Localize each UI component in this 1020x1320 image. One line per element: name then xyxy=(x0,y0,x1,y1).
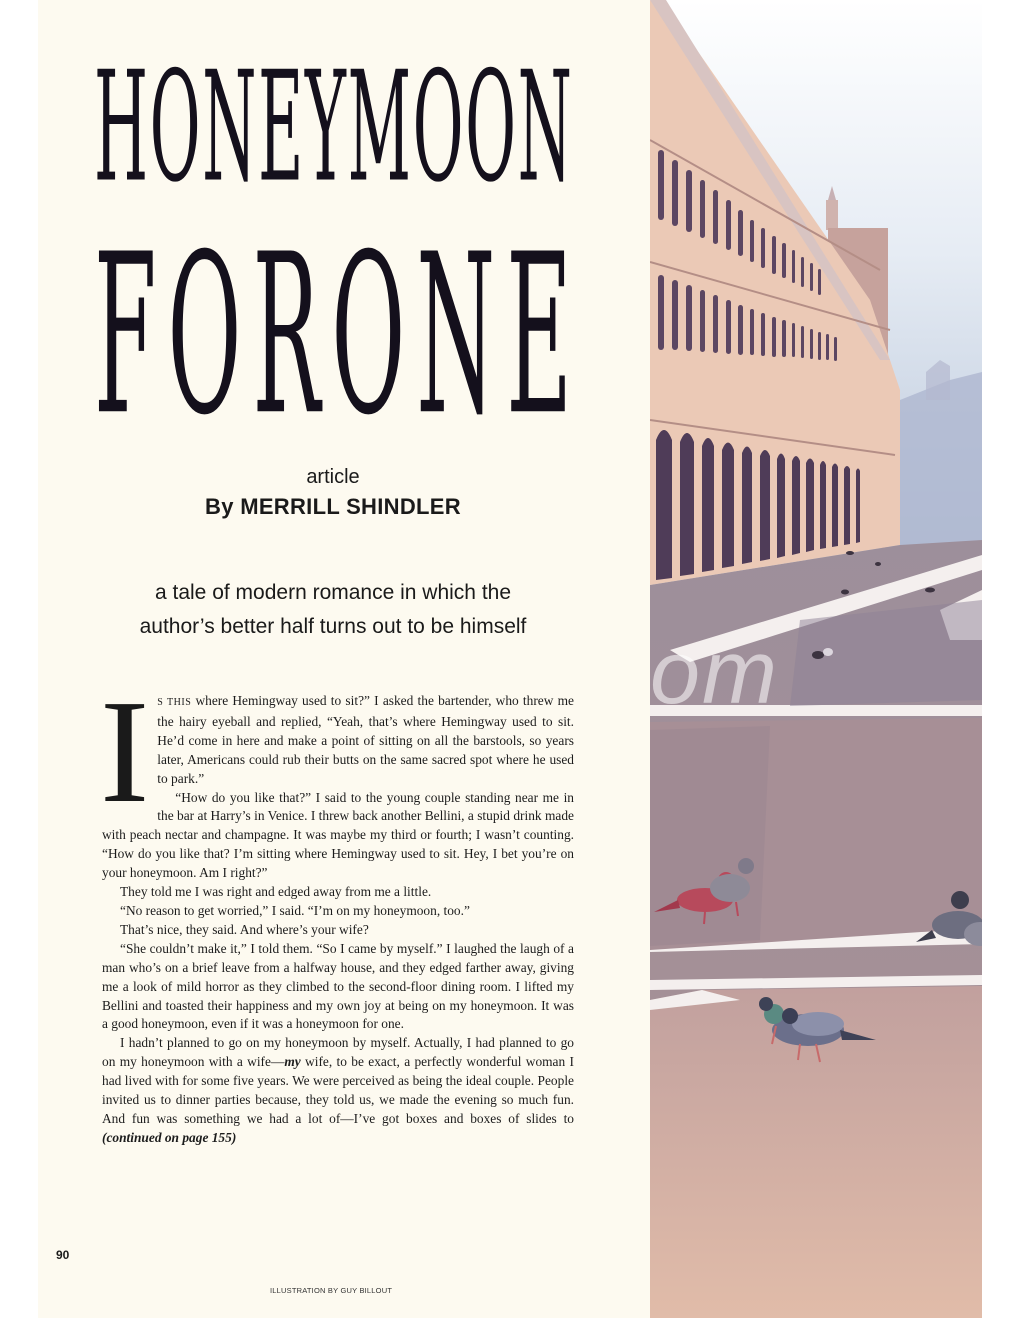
title-letter: R xyxy=(252,207,321,466)
title-letter: N xyxy=(202,37,257,217)
continuation-note: (continued on page 155) xyxy=(102,1129,237,1145)
title-letter: M xyxy=(347,37,412,217)
title-letter: O xyxy=(167,207,242,466)
tower-top xyxy=(826,200,838,230)
title-line-for-one xyxy=(94,207,572,466)
paragraph xyxy=(100,670,574,834)
title-letter: E xyxy=(258,37,304,217)
deck-line-2: author’s better half turns out to be himself xyxy=(139,615,527,638)
title-letter: O xyxy=(149,37,201,217)
article-body xyxy=(100,670,574,1148)
paragraph-text: wife, to be exact, a perfectly wonderful woman I had lived with for some five years. We were perceived as being the ideal couple. People invited us to dinner parties because, they told us, we made the evening so much fun. And fun was something we had a lot of—I’ve got boxes and boxes of slides to xyxy=(102,1054,574,1126)
title-letter: O xyxy=(412,37,464,217)
deck-line-1: a tale of modern romance in which the xyxy=(154,581,512,604)
byline-prefix: By xyxy=(205,494,234,519)
paragraph: That’s nice, they said. And where’s your wife? xyxy=(120,921,369,937)
drop-cap: I xyxy=(100,670,150,834)
title-line-honeymoon xyxy=(94,37,572,217)
emphasis: my xyxy=(284,1054,301,1070)
illustration-credit: ILLUSTRATION BY GUY BILLOUT xyxy=(270,1286,393,1295)
paragraph: They told me I was right and edged away from me a little. xyxy=(120,884,432,900)
title-letter: F xyxy=(94,207,157,466)
paragraph: “How do you like that?” I said to the young couple standing near me in the bar at Harry’s in Venice. I threw back another Bellini, a stupid drink made with peach nectar and champagne. It was maybe my third or fourth; I wasn’t counting. “How do you like that? I’m sitting where Hemingway used to sit. Hey, I bet you’re on your honeymoon. Am I right?” xyxy=(102,789,574,881)
paragraph xyxy=(102,1034,574,1147)
title-letter: N xyxy=(416,207,496,466)
distant-buildings xyxy=(900,372,982,560)
watermark: om xyxy=(650,623,780,723)
paragraph-text: where Hemingway used to sit?” I asked the bartender, who threw me the hairy eyeball and replied, “Yeah, that’s where Hemingway used to sit. He’d come in here and make a point of sitting on all the barstools, so years later, Americans could rub their butts on the same sacred spot where he used to park.” xyxy=(157,693,574,786)
kicker: article xyxy=(306,466,360,488)
title-letter: N xyxy=(517,37,572,217)
paragraph: “No reason to get worried,” I said. “I’m on my honeymoon, too.” xyxy=(120,902,470,918)
byline xyxy=(38,494,628,520)
paragraph: “She couldn’t make it,” I told them. “So I came by myself.” I laughed the laugh of a man who’s on a brief leave from a halfway house, and they edged farther away, giving me a look of mild horror as they climbed to the second-floor dining room. I lifted my Bellini and toasted their happiness and my own joy at being on my honeymoon. It was a good honeymoon, even if it was a honeymoon for one. xyxy=(102,940,574,1032)
small-caps-lead: S THIS xyxy=(157,697,192,708)
byline-author: MERRILL SHINDLER xyxy=(240,494,461,519)
page-number: 90 xyxy=(56,1248,70,1262)
title-letter: H xyxy=(94,37,149,217)
title-letter: O xyxy=(331,207,406,466)
title-letter: E xyxy=(506,207,572,466)
deck xyxy=(38,576,628,644)
title-letter: Y xyxy=(305,37,346,217)
shadow-panel xyxy=(650,726,770,946)
title-letter: O xyxy=(465,37,517,217)
magazine-page xyxy=(38,0,982,1318)
paragraph-text: I hadn’t planned to go on my honeymoon by myself. Actually, I had planned to go on my honeymoon with a wife— xyxy=(102,1035,574,1070)
